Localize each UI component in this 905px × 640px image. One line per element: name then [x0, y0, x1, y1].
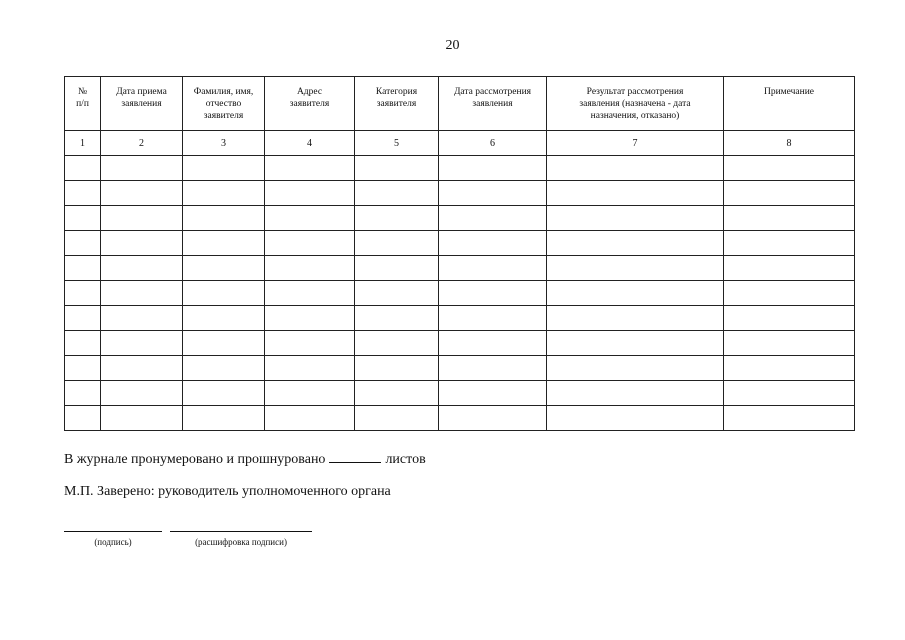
- table-row: [65, 281, 855, 306]
- table-cell: [547, 406, 724, 431]
- table-cell: [265, 181, 355, 206]
- certification-line: М.П. Заверено: руководитель уполномоченного органа: [64, 484, 391, 499]
- table-cell: [101, 206, 183, 231]
- table-cell: [65, 181, 101, 206]
- table-cell: [355, 331, 439, 356]
- column-header: Категория заявителя: [355, 77, 439, 131]
- table-cell: [101, 256, 183, 281]
- table-cell: [439, 356, 547, 381]
- table-cell: [547, 231, 724, 256]
- table-cell: [65, 231, 101, 256]
- signature-decoding-caption: (расшифровка подписи): [195, 537, 287, 547]
- table-cell: [65, 406, 101, 431]
- table-cell: [547, 206, 724, 231]
- table-cell: [724, 281, 855, 306]
- table-cell: [183, 181, 265, 206]
- signature-decoding-line: [170, 531, 312, 532]
- table-cell: [183, 256, 265, 281]
- column-number: 1: [65, 131, 101, 156]
- table-cell: [265, 406, 355, 431]
- sheet-count-blank: [329, 450, 381, 463]
- table-cell: [355, 281, 439, 306]
- table-row: [65, 306, 855, 331]
- table-cell: [724, 231, 855, 256]
- table-cell: [547, 331, 724, 356]
- table-row: [65, 181, 855, 206]
- table-cell: [439, 406, 547, 431]
- table-cell: [183, 331, 265, 356]
- table-cell: [547, 356, 724, 381]
- table-cell: [265, 306, 355, 331]
- table-cell: [183, 281, 265, 306]
- table-cell: [724, 406, 855, 431]
- table-row: [65, 356, 855, 381]
- table-row: [65, 331, 855, 356]
- header-row: [65, 77, 855, 131]
- table-cell: [65, 331, 101, 356]
- table-row: [65, 256, 855, 281]
- table-cell: [724, 381, 855, 406]
- table-cell: [547, 256, 724, 281]
- column-number: 2: [101, 131, 183, 156]
- column-number-row: [65, 131, 855, 156]
- table-cell: [101, 231, 183, 256]
- table-cell: [355, 356, 439, 381]
- table-cell: [547, 381, 724, 406]
- table-row: [65, 231, 855, 256]
- table-cell: [183, 156, 265, 181]
- table-cell: [355, 256, 439, 281]
- column-header: Примечание: [724, 77, 855, 131]
- table-cell: [65, 356, 101, 381]
- journal-note: [64, 450, 426, 468]
- table-cell: [547, 156, 724, 181]
- table-cell: [101, 406, 183, 431]
- table-cell: [355, 206, 439, 231]
- table-cell: [724, 356, 855, 381]
- column-number: 7: [547, 131, 724, 156]
- table-cell: [183, 206, 265, 231]
- table-cell: [439, 281, 547, 306]
- table-cell: [724, 156, 855, 181]
- table-cell: [265, 256, 355, 281]
- table-cell: [724, 306, 855, 331]
- table-cell: [439, 156, 547, 181]
- table-cell: [101, 306, 183, 331]
- column-number: 5: [355, 131, 439, 156]
- page-number: 20: [445, 38, 460, 53]
- column-number: 3: [183, 131, 265, 156]
- table-cell: [355, 381, 439, 406]
- table-cell: [65, 156, 101, 181]
- table-cell: [547, 281, 724, 306]
- table-cell: [439, 256, 547, 281]
- column-header: № п/п: [65, 77, 101, 131]
- table-cell: [101, 281, 183, 306]
- table-cell: [183, 306, 265, 331]
- table-cell: [265, 156, 355, 181]
- table-cell: [183, 231, 265, 256]
- table-cell: [439, 331, 547, 356]
- table-cell: [355, 406, 439, 431]
- table-cell: [101, 331, 183, 356]
- table-cell: [439, 231, 547, 256]
- table-cell: [265, 331, 355, 356]
- table-cell: [265, 381, 355, 406]
- journal-note-suffix: листов: [385, 452, 426, 467]
- signature-line: [64, 531, 162, 532]
- column-header: Адрес заявителя: [265, 77, 355, 131]
- signature-caption: (подпись): [94, 537, 132, 547]
- table-cell: [101, 181, 183, 206]
- table-cell: [355, 156, 439, 181]
- table-cell: [65, 256, 101, 281]
- table-cell: [439, 181, 547, 206]
- journal-table: [64, 76, 855, 431]
- table-cell: [101, 356, 183, 381]
- table-cell: [183, 381, 265, 406]
- table-cell: [65, 306, 101, 331]
- table-cell: [183, 356, 265, 381]
- table-cell: [355, 231, 439, 256]
- table-cell: [265, 281, 355, 306]
- table-cell: [183, 406, 265, 431]
- table-cell: [547, 181, 724, 206]
- table-cell: [547, 306, 724, 331]
- column-number: 6: [439, 131, 547, 156]
- table-cell: [65, 381, 101, 406]
- column-header: Результат рассмотрения заявления (назначена - дата назначения, отказано): [547, 77, 724, 131]
- table-row: [65, 406, 855, 431]
- column-header: Фамилия, имя, отчество заявителя: [183, 77, 265, 131]
- journal-note-text: В журнале пронумеровано и прошнуровано: [64, 452, 326, 467]
- table-cell: [724, 206, 855, 231]
- table-row: [65, 206, 855, 231]
- table-cell: [355, 306, 439, 331]
- table-cell: [439, 206, 547, 231]
- column-number: 4: [265, 131, 355, 156]
- table-cell: [439, 381, 547, 406]
- table-cell: [355, 181, 439, 206]
- column-header: Дата рассмотрения заявления: [439, 77, 547, 131]
- table-cell: [265, 231, 355, 256]
- table-cell: [724, 331, 855, 356]
- table-cell: [101, 156, 183, 181]
- table-cell: [65, 206, 101, 231]
- column-header: Дата приема заявления: [101, 77, 183, 131]
- table-cell: [65, 281, 101, 306]
- table-row: [65, 156, 855, 181]
- table-cell: [101, 381, 183, 406]
- table-row: [65, 381, 855, 406]
- table-cell: [724, 181, 855, 206]
- table-cell: [265, 356, 355, 381]
- table-cell: [724, 256, 855, 281]
- table-cell: [265, 206, 355, 231]
- column-number: 8: [724, 131, 855, 156]
- table-cell: [439, 306, 547, 331]
